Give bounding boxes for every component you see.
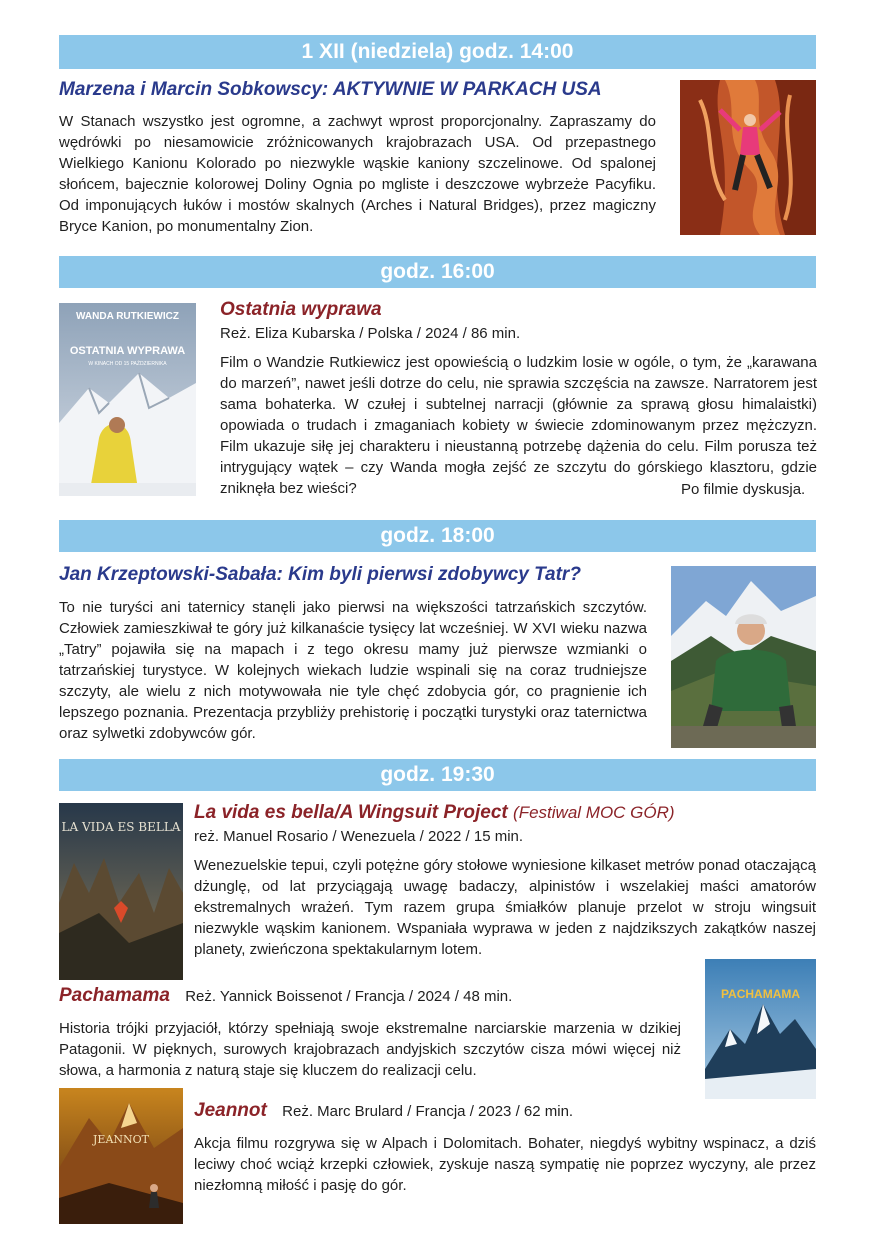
film-meta-la-vida-es-bella: reż. Manuel Rosario / Wenezuela / 2022 / 15 min.	[194, 828, 524, 845]
film-description-ostatnia-wyprawa: Film o Wandzie Rutkiewicz jest opowieścią o ludzkim losie w ogóle, o tym, że „karawana do marzeń”, nawet jeśli dotrze do celu, nie sprawia szczęścia na zawsze. Narratorem jest sama bohaterka. W czułej i subtelnej narracji (głównie za sprawą głosu himalaistki) opowiada o trudach i zmaganiach kobiety w świecie zdominowanym przez mężczyzn. Film ukazuje siłę jej charakteru i nieustanną potrzebę dążenia do celu. Film porusza też intrygujący wątek – czy Wanda mogła zejść ze szczytu do górskiego klasztoru, gdzie zniknęła bez wieści?	[220, 354, 817, 497]
poster-tagline: W KINACH OD 15 PAŹDZIERNIKA	[88, 361, 167, 367]
film-description-pachamama: Historia trójki przyjaciół, którzy spełniają swoje ekstremalne narciarskie marzenia w dzikiej Patagonii. W pięknych, surowych krajobrazach andyjskich szczytów cisza mówi więcej niż słowa, a harmonia z naturą staje się kluczem do realizacji celu.	[59, 1020, 681, 1079]
event-title-usa-parks: Marzena i Marcin Sobkowscy: AKTYWNIE W PARKACH USA	[59, 79, 602, 100]
film-description-jeannot: Akcja filmu rozgrywa się w Alpach i Dolomitach. Bohater, niegdyś wybitny wspinacz, a dziś leciwy choć wciąż krzepki człowiek, zyskuje naszą sympatię nie poprzez wyczyny, ale przez niezłomną miłość i pasję do gór.	[194, 1135, 816, 1194]
event-description-tatry: To nie turyści ani taternicy stanęli jako pierwsi na większości tatrzańskich szczytów. Człowiek zamieszkiwał te góry już kilkanaście tysięcy lat wcześniej. W XVI wieku nazwa „Tatry” pojawiła się na mapach i z tego okresu mamy już pierwsze wzmianki o tatrzańskiej turystyce. W kolejnych wiekach ludzie wspinali się na coraz trudniejsze szczyty, ale wielu z nich motywowała nie tyle chęć zdobycia gór, co pragnienie ich lepszego poznania. Prezentacja przybliży prehistorię i początki turystyki oraz taternictwa oraz sylwetki zdobywców gór.	[59, 599, 647, 742]
film-title-ostatnia-wyprawa: Ostatnia wyprawa	[220, 299, 382, 320]
film-description-la-vida-es-bella: Wenezuelskie tepui, czyli potężne góry stołowe wyniesione kilkaset metrów ponad otaczającą dżunglę, od lat przyciągają uwagę badaczy, alpinistów i wszelakiej maści amatorów ekstremalnych wrażeń. Tym razem grupa śmiałków planuje przelot w stroju wingsuit niezwykle wąskim kanionem. Wspaniała wyprawa w jeden z najdzikszych zakątków naszej planety, zwieńczona spektakularnym lotem.	[194, 857, 816, 958]
canyon-photo	[680, 80, 816, 235]
film-title-pachamama	[59, 985, 512, 1007]
poster-jeannot-title: JEANNOT	[93, 1133, 149, 1146]
event-description-usa-parks: W Stanach wszystko jest ogromne, a zachwyt wprost proporcjonalny. Zapraszamy do wędrówki po niesamowicie zróżnicowanych krajobrazach USA. Od przepastnego Wielkiego Kanionu Kolorado po niezwykle wąskie kaniony szczelinowe. Od spalonej słońcem, bajecznie kolorowej Doliny Ognia po mgliste i deszczowe wybrzeże Pacyfiku. Od imponujących łuków i mostów skalnych (Arches i Natural Bridges), przez magiczny Bryce Kanion, po monumentalny Zion.	[59, 113, 656, 235]
film-title-text: La vida es bella/A Wingsuit Project	[194, 802, 508, 823]
film-title-text: Pachamama	[59, 985, 170, 1006]
film-meta-ostatnia-wyprawa: Reż. Eliza Kubarska / Polska / 2024 / 86 min.	[220, 325, 521, 342]
section-header-1400: 1 XII (niedziela) godz. 14:00	[59, 35, 816, 69]
discussion-note: Po filmie dyskusja.	[681, 481, 806, 498]
poster-pachamama-title: PACHAMAMA	[720, 987, 801, 1001]
poster-name: WANDA RUTKIEWICZ	[76, 311, 179, 322]
event-title-tatry: Jan Krzeptowski-Sabała: Kim byli pierwsi zdobywcy Tatr?	[59, 564, 581, 585]
poster-ostatnia-wyprawa	[59, 303, 196, 496]
section-header-1930: godz. 19:30	[59, 759, 816, 791]
poster-la-vida-title: LA VIDA ES BELLA	[61, 820, 181, 834]
section-header-1800: godz. 18:00	[59, 520, 816, 552]
festival-label: (Festiwal MOC GÓR)	[513, 803, 675, 822]
poster-title: OSTATNIA WYPRAWA	[69, 345, 186, 357]
film-meta-pachamama: Reż. Yannick Boissenot / Francja / 2024 / 48 min.	[185, 988, 513, 1005]
film-title-la-vida-es-bella	[194, 802, 675, 824]
section-header-1600: godz. 16:00	[59, 256, 816, 288]
film-title-text: Jeannot	[194, 1100, 267, 1121]
film-title-jeannot	[194, 1100, 573, 1122]
poster-jeannot	[59, 1088, 183, 1224]
poster-la-vida-es-bella	[59, 803, 183, 980]
poster-pachamama	[705, 959, 816, 1099]
mountaineer-photo	[671, 566, 816, 748]
film-meta-jeannot: Reż. Marc Brulard / Francja / 2023 / 62 min.	[282, 1103, 574, 1120]
